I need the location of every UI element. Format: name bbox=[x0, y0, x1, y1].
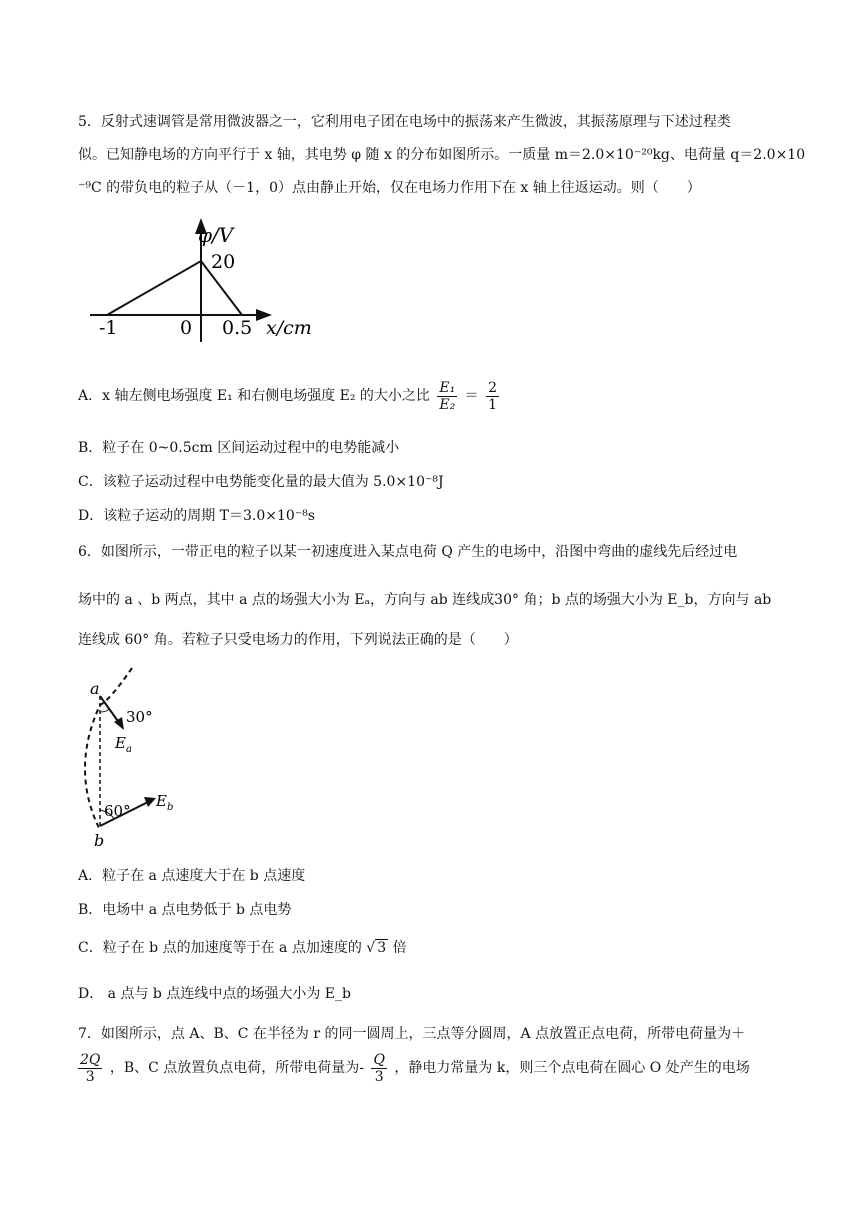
q6-option-c-suffix: 倍 bbox=[392, 940, 407, 956]
sqrt-symbol: √ 3 bbox=[366, 940, 387, 956]
value-numerator: 2 bbox=[488, 379, 498, 396]
q6-option-c-text: C．粒子在 b 点的加速度等于在 a 点加速度的 bbox=[78, 940, 362, 956]
q5-option-a-text: A．x 轴左侧电场强度 E₁ 和右侧电场强度 E₂ 的大小之比 bbox=[78, 388, 430, 404]
q6-option-a: A．粒子在 a 点速度大于在 b 点速度 bbox=[78, 868, 306, 884]
q7-charge-bc bbox=[371, 1052, 386, 1085]
angle-a-label: 30° bbox=[126, 708, 153, 726]
ratio-numerator: E₁ bbox=[439, 379, 456, 396]
q5-option-b: B．粒子在 0~0.5cm 区间运动过程中的电势能减小 bbox=[78, 440, 400, 456]
q5-option-a bbox=[78, 374, 502, 418]
q6-option-c bbox=[78, 938, 407, 958]
graph-x-label: x/cm bbox=[266, 317, 312, 339]
field-ea-label: $E_a$ bbox=[115, 734, 132, 755]
potential-graph bbox=[80, 212, 340, 347]
q5-option-a-equals: ＝ bbox=[464, 388, 479, 404]
q5-line-3: ⁻⁹C 的带负电的粒子从（－1，0）点由静止开始，仅在电场力作用下在 x 轴上往返运动。则（ ） bbox=[78, 180, 701, 196]
q5-line-1: 5．反射式速调管是常用微波器之一，它利用电子团在电场中的振荡来产生微波，其振荡原理与下述过程类 bbox=[78, 114, 731, 130]
charge-bc-denominator: 3 bbox=[374, 1068, 384, 1085]
charge-a-denominator: 3 bbox=[85, 1068, 95, 1085]
point-a-label: a bbox=[90, 679, 100, 698]
q5-option-a-ratio bbox=[437, 380, 457, 413]
graph-tick-0: 0 bbox=[180, 317, 193, 339]
q6-line-3: 连线成 60° 角。若粒子只受电场力的作用，下列说法正确的是（ ） bbox=[78, 632, 518, 648]
charge-a-numerator: 2Q bbox=[80, 1051, 101, 1068]
q7-line-2-end: ，静电力常量为 k，则三个点电荷在圆心 O 处产生的电场 bbox=[394, 1060, 750, 1076]
angle-b-label: 60° bbox=[104, 802, 131, 820]
q6-option-b: B．电场中 a 点电势低于 b 点电势 bbox=[78, 902, 292, 918]
q7-line-1: 7．如图所示，点 A、B、C 在半径为 r 的同一圆周上，三点等分圆周，A 点放置正点电荷，所带电荷量为＋ bbox=[78, 1026, 746, 1042]
value-denominator: 1 bbox=[488, 396, 498, 413]
sqrt-radicand: 3 bbox=[377, 940, 387, 956]
q6-option-d: D． a 点与 b 点连线中点的场强大小为 E_b bbox=[78, 986, 351, 1002]
q6-line-2: 场中的 a 、b 两点，其中 a 点的场强大小为 Eₐ，方向与 ab 连线成30° 角；b 点的场强大小为 E_b，方向与 ab bbox=[78, 592, 772, 608]
graph-y-label: φ/V bbox=[198, 223, 234, 247]
q7-line-2-mid: ，B、C 点放置负点电荷，所带电荷量为- bbox=[109, 1060, 365, 1076]
q5-option-a-value bbox=[486, 380, 499, 413]
ratio-denominator: E₂ bbox=[439, 396, 456, 413]
q6-line-1: 6．如图所示，一带正电的粒子以某一初速度进入某点电荷 Q 产生的电场中，沿图中弯曲的虚线先后经过电 bbox=[78, 544, 738, 560]
charge-bc-numerator: Q bbox=[373, 1051, 385, 1068]
graph-peak-label: 20 bbox=[211, 251, 236, 273]
q7-line-2 bbox=[78, 1048, 750, 1088]
field-trajectory-figure bbox=[60, 660, 200, 850]
q5-option-c: C．该粒子运动过程中电势能变化量的最大值为 5.0×10⁻⁸J bbox=[78, 474, 444, 490]
field-eb-label: $E_b$ bbox=[156, 792, 174, 813]
point-b-label: b bbox=[94, 831, 105, 850]
graph-tick-neg1: -1 bbox=[99, 317, 118, 339]
q7-charge-a bbox=[78, 1052, 102, 1085]
graph-tick-05: 0.5 bbox=[222, 317, 253, 339]
q5-option-d: D．该粒子运动的周期 T＝3.0×10⁻⁸s bbox=[78, 508, 316, 524]
q5-line-2: 似。已知静电场的方向平行于 x 轴，其电势 φ 随 x 的分布如图所示。一质量 m＝2.0×10⁻²⁰kg、电荷量 q＝2.0×10 bbox=[78, 147, 806, 163]
